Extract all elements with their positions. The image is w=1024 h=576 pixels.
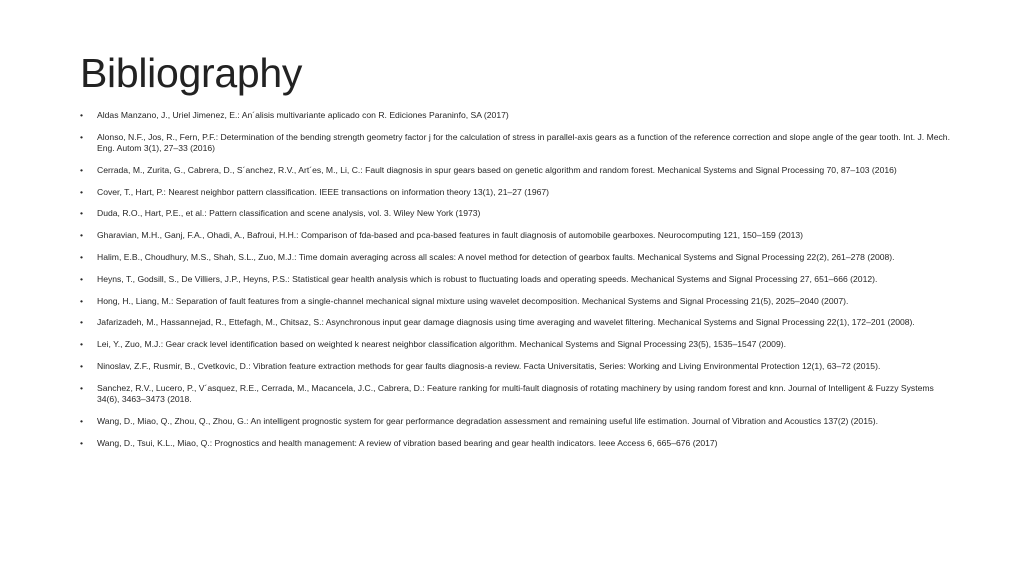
reference-text: Ninoslav, Z.F., Rusmir, B., Cvetkovic, D.: Vibration feature extraction methods for gear faults diagnosis-a review. Facta Universitatis, Series: Working and Living Environmental Protection 12(1), 63–72 (2015). xyxy=(97,360,881,371)
bullet-icon: • xyxy=(80,415,84,426)
reference-item xyxy=(80,361,952,372)
bullet-icon: • xyxy=(80,208,84,219)
reference-item xyxy=(80,208,952,219)
bullet-icon: • xyxy=(80,339,84,350)
reference-text: Cover, T., Hart, P.: Nearest neighbor pattern classification. IEEE transactions on information theory 13(1), 21–27 (1967) xyxy=(97,186,550,197)
reference-text: Jafarizadeh, M., Hassannejad, R., Ettefagh, M., Chitsaz, S.: Asynchronous input gear damage diagnosis using time averaging and wavelet filtering. Mechanical Systems and Signal Processing 22(1), 172–201 (2008). xyxy=(97,317,915,328)
bullet-icon: • xyxy=(80,186,84,197)
reference-item xyxy=(80,132,952,154)
reference-text: Wang, D., Tsui, K.L., Miao, Q.: Prognostics and health management: A review of vibration based bearing and gear health indicators. Ieee Access 6, 665–676 (2017) xyxy=(97,437,718,448)
bullet-icon: • xyxy=(80,273,84,284)
reference-item xyxy=(80,416,952,427)
bullet-icon: • xyxy=(80,131,84,142)
bullet-icon: • xyxy=(80,360,84,371)
reference-item xyxy=(80,230,952,241)
bullet-icon: • xyxy=(80,251,84,262)
bullet-icon: • xyxy=(80,110,84,120)
reference-item xyxy=(80,339,952,350)
reference-text: Hong, H., Liang, M.: Separation of fault features from a single-channel mechanical signal mixture using wavelet decomposition. Mechanical Systems and Signal Processing 21(5), 2025–2040 (2007). xyxy=(97,295,849,306)
bullet-icon: • xyxy=(80,164,84,175)
reference-item xyxy=(80,187,952,198)
reference-item xyxy=(80,110,952,121)
slide-title: Bibliography xyxy=(80,50,303,96)
reference-item xyxy=(80,296,952,307)
reference-text: Cerrada, M., Zurita, G., Cabrera, D., S´anchez, R.V., Art´es, M., Li, C.: Fault diagnosis in spur gears based on genetic algorithm and random forest. Mechanical Systems and Signal Processing 70, 87–103 (2016) xyxy=(97,164,897,175)
bullet-icon: • xyxy=(80,230,84,241)
reference-text: Alonso, N.F., Jos, R., Fern, P.F.: Determination of the bending strength geometry factor j for the calculation of stress in parallel-axis gears as a function of the reference correction and slope angle of the gear tooth. Int. J. Mech. Eng. Autom 3(1), 27–33 (2016) xyxy=(97,131,950,153)
reference-item xyxy=(80,317,952,328)
reference-text: Heyns, T., Godsill, S., De Villiers, J.P., Heyns, P.S.: Statistical gear health analysis which is robust to fluctuating loads and operating speeds. Mechanical Systems and Signal Processing 27, 651–666 (2012). xyxy=(97,273,878,284)
reference-item xyxy=(80,274,952,285)
reference-text: Halim, E.B., Choudhury, M.S., Shah, S.L., Zuo, M.J.: Time domain averaging across all scales: A novel method for detection of gearbox faults. Mechanical Systems and Signal Processing 22(2), 261–278 (2008). xyxy=(97,251,895,262)
reference-item xyxy=(80,165,952,176)
bullet-icon: • xyxy=(80,295,84,306)
reference-item xyxy=(80,252,952,263)
bullet-icon: • xyxy=(80,437,84,448)
reference-item xyxy=(80,438,952,449)
reference-text: Gharavian, M.H., Ganj, F.A., Ohadi, A., Bafroui, H.H.: Comparison of fda-based and pca-based features in fault diagnosis of automobile gearboxes. Neurocomputing 121, 150–159 (2013) xyxy=(97,230,804,241)
reference-text: Aldas Manzano, J., Uriel Jimenez, E.: An´alisis multivariante aplicado con R. Ediciones Paraninfo, SA (2017) xyxy=(97,110,509,120)
reference-text: Lei, Y., Zuo, M.J.: Gear crack level identification based on weighted k nearest neighbor classification algorithm. Mechanical Systems and Signal Processing 23(5), 1535–1547 (2009). xyxy=(97,339,786,350)
reference-text: Sanchez, R.V., Lucero, P., V´asquez, R.E., Cerrada, M., Macancela, J.C., Cabrera, D.: Feature ranking for multi-fault diagnosis of rotating machinery by using random forest and knn. Journal of Intelligent & Fuzzy Systems 34(6), 3463–3473 (2018. xyxy=(97,382,934,404)
bullet-icon: • xyxy=(80,317,84,328)
reference-item xyxy=(80,383,952,405)
reference-text: Duda, R.O., Hart, P.E., et al.: Pattern classification and scene analysis, vol. 3. Wiley New York (1973) xyxy=(97,208,481,219)
reference-list xyxy=(80,110,952,459)
bullet-icon: • xyxy=(80,382,84,393)
reference-text: Wang, D., Miao, Q., Zhou, Q., Zhou, G.: An intelligent prognostic system for gear performance degradation assessment and remaining useful life estimation. Journal of Vibration and Acoustics 137(2) (2015). xyxy=(97,415,878,426)
